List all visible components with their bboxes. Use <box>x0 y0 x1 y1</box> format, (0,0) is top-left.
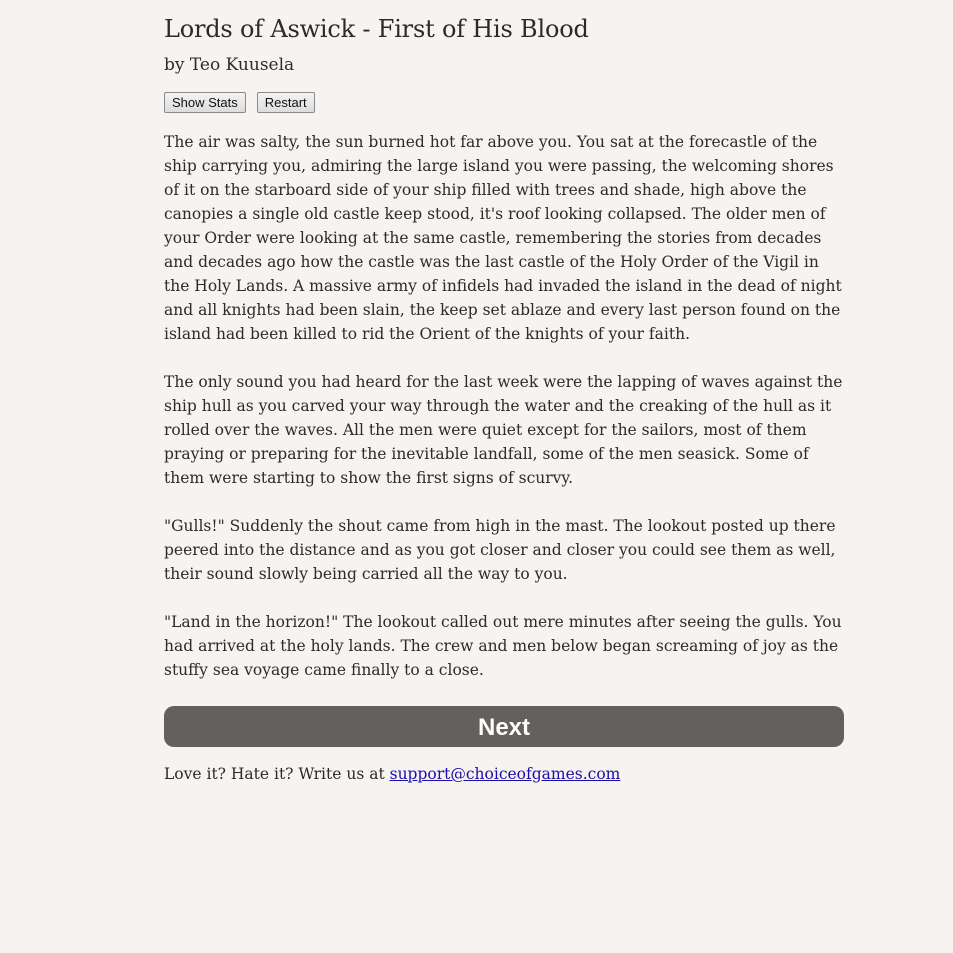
restart-button[interactable]: Restart <box>257 92 315 113</box>
support-email-link[interactable]: support@choiceofgames.com <box>389 765 621 783</box>
show-stats-button[interactable]: Show Stats <box>164 92 246 113</box>
story-paragraph: The only sound you had heard for the last week were the lapping of waves against the ship hull as you carved your way through the water and the creaking of the hull as it rolled over the waves. All the men were quiet except for the sailors, most of them praying or preparing for the inevitable landfall, some of the men seasick. Some of them were starting to show the first signs of scurvy. <box>164 373 843 487</box>
next-button[interactable]: Next <box>164 706 844 747</box>
toolbar <box>164 92 844 114</box>
story-paragraph: "Land in the horizon!" The lookout called out mere minutes after seeing the gulls. You had arrived at the holy lands. The crew and men below began screaming of joy as the stuffy sea voyage came finally to a close. <box>164 613 842 679</box>
game-container <box>164 0 844 785</box>
author-byline: by Teo Kuusela <box>164 55 295 75</box>
game-title: Lords of Aswick - First of His Blood <box>164 15 589 43</box>
story-paragraph: "Gulls!" Suddenly the shout came from high in the mast. The lookout posted up there peered into the distance and as you got closer and closer you could see them as well, their sound slowly being carried all the way to you. <box>164 517 836 583</box>
story-text <box>164 130 844 682</box>
feedback-text: Love it? Hate it? Write us at <box>164 765 390 783</box>
feedback-footer <box>164 763 844 785</box>
story-paragraph: The air was salty, the sun burned hot far above you. You sat at the forecastle of the ship carrying you, admiring the large island you were passing, the welcoming shores of it on the starboard side of your ship filled with trees and shade, high above the canopies a single old castle keep stood, it's roof looking collapsed. The older men of your Order were looking at the same castle, remembering the stories from decades and decades ago how the castle was the last castle of the Holy Order of the Vigil in the Holy Lands. A massive army of infidels had invaded the island in the dead of night and all knights had been slain, the keep set ablaze and every last person found on the island had been killed to rid the Orient of the knights of your faith. <box>164 133 842 343</box>
